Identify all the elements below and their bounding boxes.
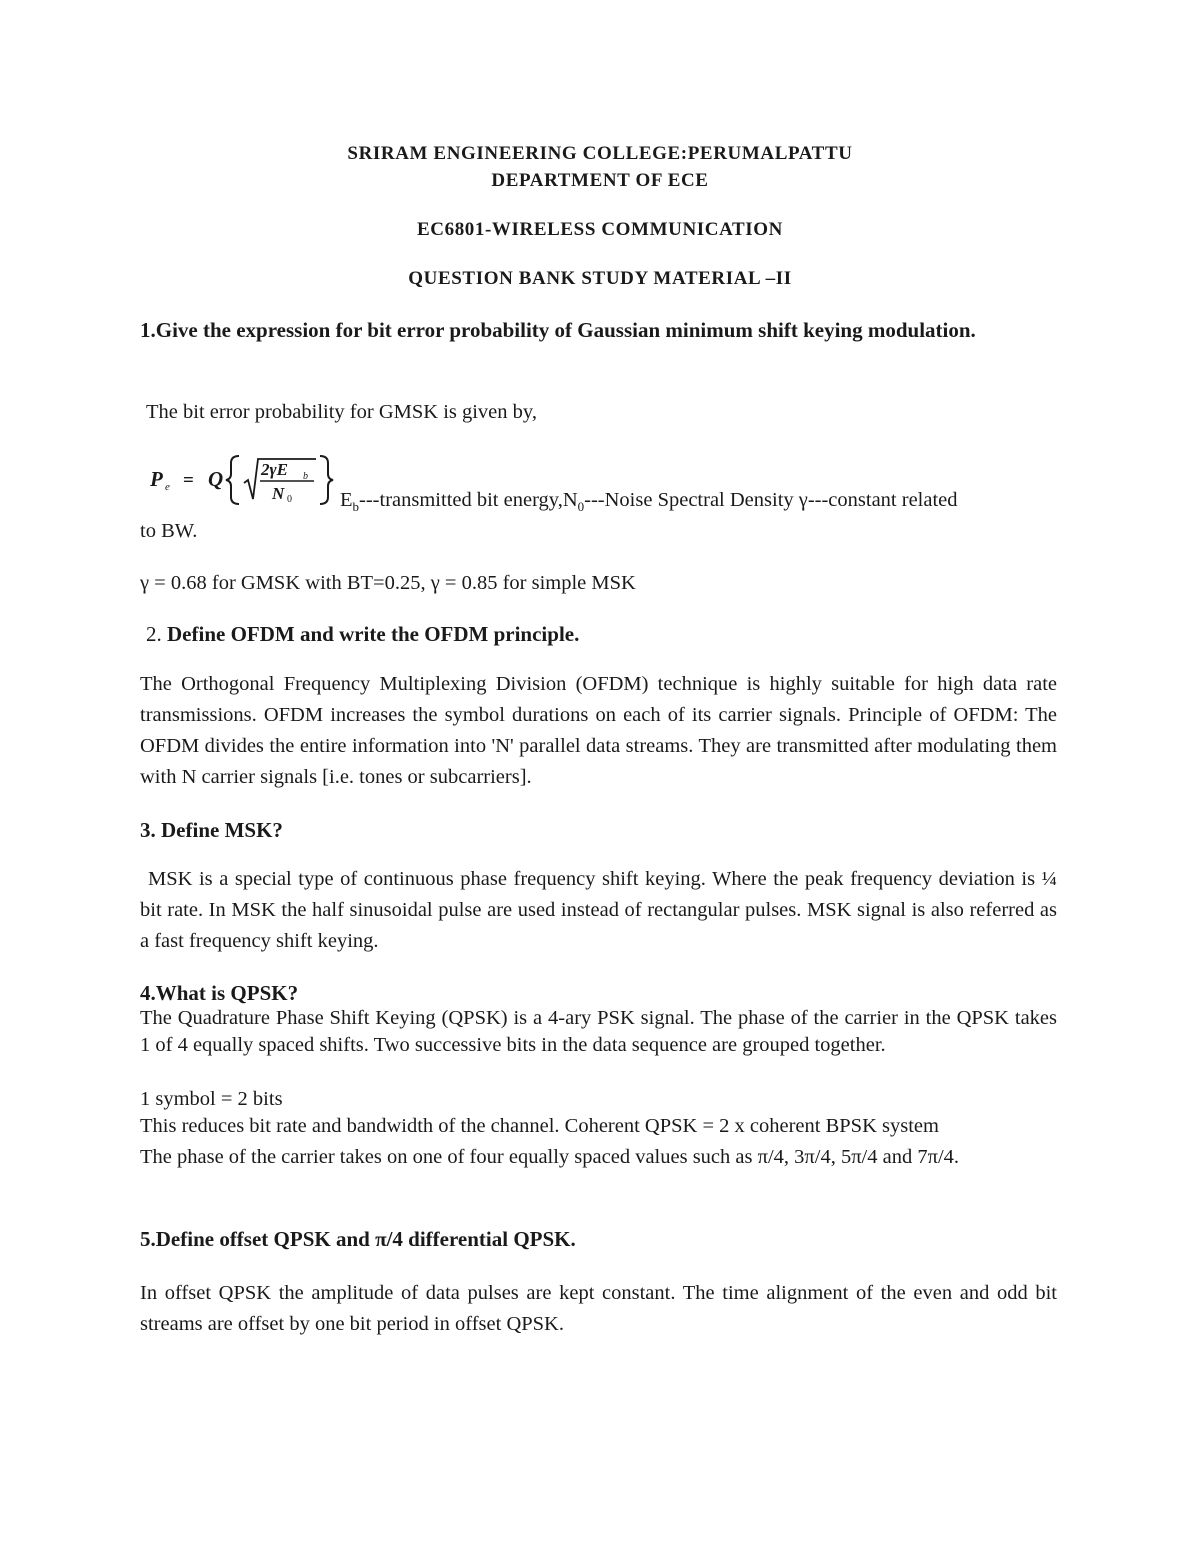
question-4: 4.What is QPSK? <box>140 981 299 1005</box>
legend-eb-sub: b <box>352 499 360 514</box>
q4-answer-3: This reduces bit rate and bandwidth of the channel. Coherent QPSK = 2 x coherent BPSK system <box>140 1115 939 1137</box>
q5-answer: In offset QPSK the amplitude of data pulses are kept constant. The time alignment of the even and odd bit streams are offset by one bit period in offset QPSK. <box>140 1282 1057 1335</box>
q3-answer: MSK is a special type of continuous phase frequency shift keying. Where the peak frequency deviation is ¼ bit rate. In MSK the half sinusoidal pulse are used instead of rectangular pulses. MSK signal is also referred as a fast frequency shift keying. <box>140 868 1057 952</box>
gmsk-error-formula <box>148 453 338 507</box>
college-name: SRIRAM ENGINEERING COLLEGE:PERUMALPATTU <box>347 143 853 164</box>
q1-gamma-values: γ = 0.68 for GMSK with BT=0.25, γ = 0.85 for simple MSK <box>140 572 636 594</box>
legend-n0-sub: 0 <box>577 499 585 514</box>
formula-denominator-sub: 0 <box>287 494 292 505</box>
formula-lhs: P <box>150 467 163 491</box>
q4-answer-4: The phase of the carrier takes on one of four equally spaced values such as π/4, 3π/4, 5π/4 and 7π/4. <box>140 1146 960 1168</box>
formula-lhs-sub: e <box>165 481 170 493</box>
formula-q: Q <box>208 467 224 491</box>
question-2-number: 2. <box>146 622 162 646</box>
course-title: EC6801-WIRELESS COMMUNICATION <box>417 219 783 240</box>
q4-answer-2: 1 symbol = 2 bits <box>140 1088 283 1110</box>
department-name: DEPARTMENT OF ECE <box>491 170 709 191</box>
legend-text-2: ---Noise Spectral Density γ---constant related <box>584 489 958 511</box>
legend-text-1: ---transmitted bit energy,N <box>359 489 578 511</box>
question-3: 3. Define MSK? <box>140 818 283 842</box>
formula-numerator-sub: b <box>303 471 308 482</box>
question-2 <box>146 619 1066 650</box>
q1-intro: The bit error probability for GMSK is given by, <box>146 401 537 423</box>
question-5: 5.Define offset QPSK and π/4 differential QPSK. <box>140 1227 576 1251</box>
question-1: 1.Give the expression for bit error probability of Gaussian minimum shift keying modulation. <box>140 318 976 342</box>
question-2-text: Define OFDM and write the OFDM principle. <box>167 622 580 646</box>
material-title: QUESTION BANK STUDY MATERIAL –II <box>408 268 792 289</box>
q1-legend-continued: to BW. <box>140 520 198 542</box>
formula-denominator: N <box>272 484 285 503</box>
q4-answer-1: The Quadrature Phase Shift Keying (QPSK) is a 4-ary PSK signal. The phase of the carrier in the QPSK takes 1 of 4 equally spaced shifts. Two successive bits in the data sequence are grouped together. <box>140 1007 1057 1056</box>
q2-answer: The Orthogonal Frequency Multiplexing Division (OFDM) technique is highly suitable for high data rate transmissions. OFDM increases the symbol durations on each of its carrier signals. Principle of OFDM: The OFDM divides the entire information into 'N' parallel data streams. They are transmitted after modulating them with N carrier signals [i.e. tones or subcarriers]. <box>140 673 1057 788</box>
legend-eb: E <box>340 489 353 511</box>
formula-equals: = <box>183 470 194 491</box>
formula-numerator: 2γE <box>261 460 288 479</box>
